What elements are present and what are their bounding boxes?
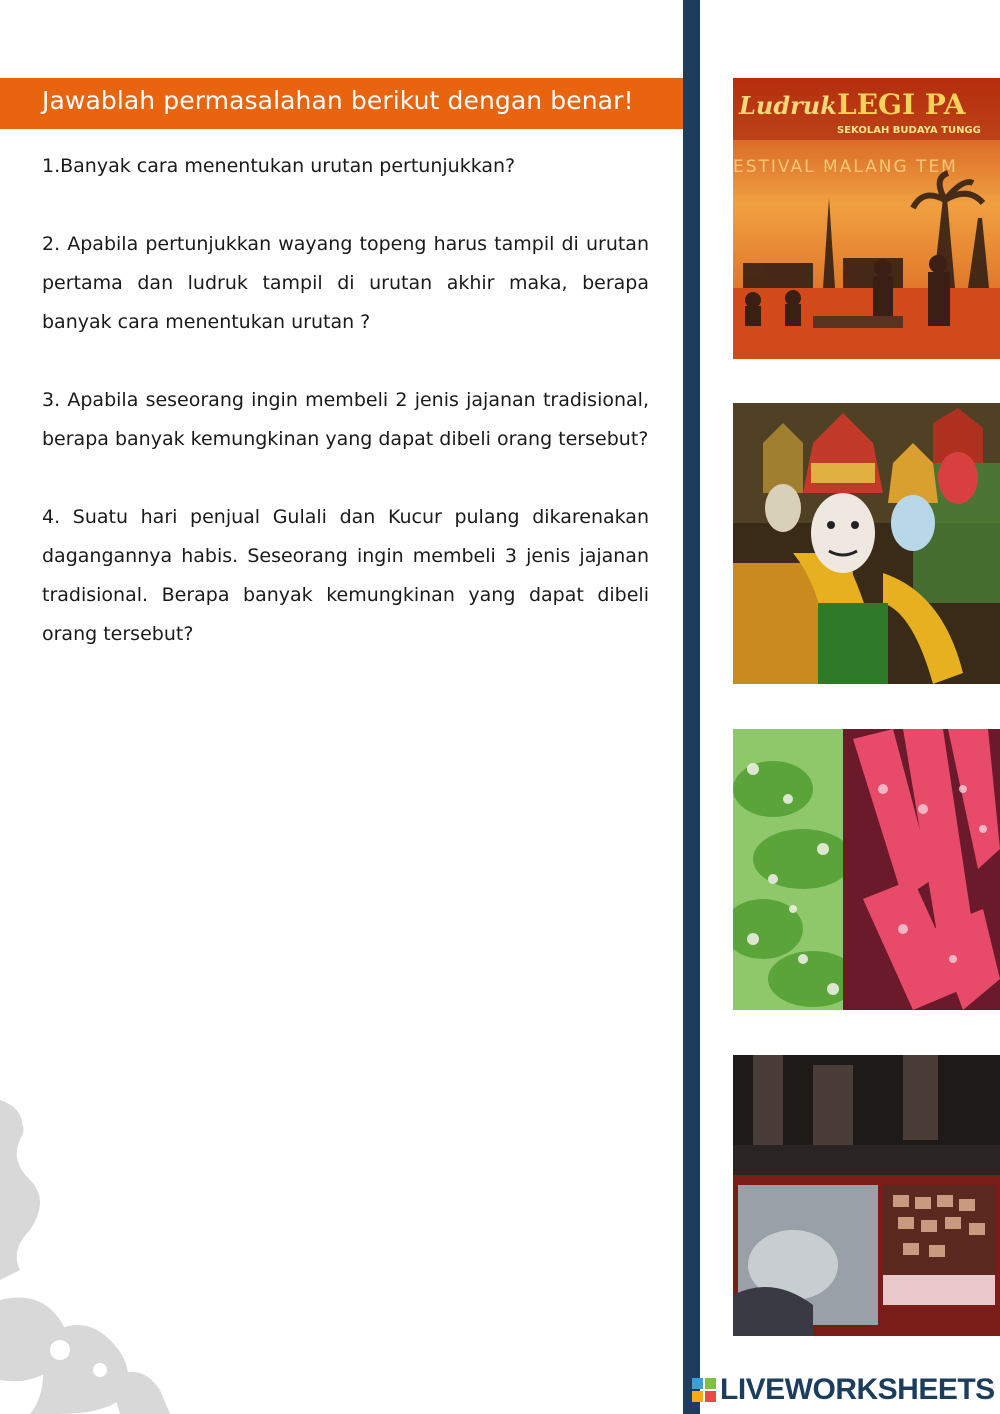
penjual-jajanan-photo xyxy=(733,1055,1000,1336)
vertical-divider xyxy=(683,0,700,1414)
ludruk-logo-text: Ludruk xyxy=(739,91,837,120)
svg-text:LEGI PA: LEGI PA xyxy=(837,88,966,121)
batik-ornament xyxy=(0,1100,180,1414)
wayang-topeng-photo xyxy=(733,403,1000,684)
banner-title: Jawablah permasalahan berikut dengan benar! xyxy=(42,86,634,115)
svg-text:SEKOLAH BUDAYA TUNGG: SEKOLAH BUDAYA TUNGG xyxy=(837,125,981,136)
ludruk-stage-photo xyxy=(733,78,1000,359)
questions-list xyxy=(42,147,649,693)
question-3: 3. Apabila seseorang ingin membeli 2 jenis jajanan tradisional, berapa banyak kemungkinan yang dapat dibeli orang tersebut? xyxy=(42,389,649,450)
liveworksheets-logo xyxy=(692,1373,995,1407)
question-4: 4. Suatu hari penjual Gulali dan Kucur pulang dikarenakan dagangannya habis. Seseorang ingin membeli 3 jenis jajanan tradisional. Berapa banyak kemungkinan yang dapat dibeli orang tersebut? xyxy=(42,506,649,645)
question-1: 1.Banyak cara menentukan urutan pertunjukkan? xyxy=(42,155,516,177)
question-2: 2. Apabila pertunjukkan wayang topeng harus tampil di urutan pertama dan ludruk tampil di urutan akhir maka, berapa banyak cara menentukan urutan ? xyxy=(42,233,649,333)
jajanan-gulali-photo xyxy=(733,729,1000,1010)
liveworksheets-mark-icon xyxy=(692,1378,716,1402)
svg-text:ESTIVAL MALANG TEM: ESTIVAL MALANG TEM xyxy=(733,157,958,177)
logo-text: LIVEWORKSHEETS xyxy=(720,1373,995,1406)
